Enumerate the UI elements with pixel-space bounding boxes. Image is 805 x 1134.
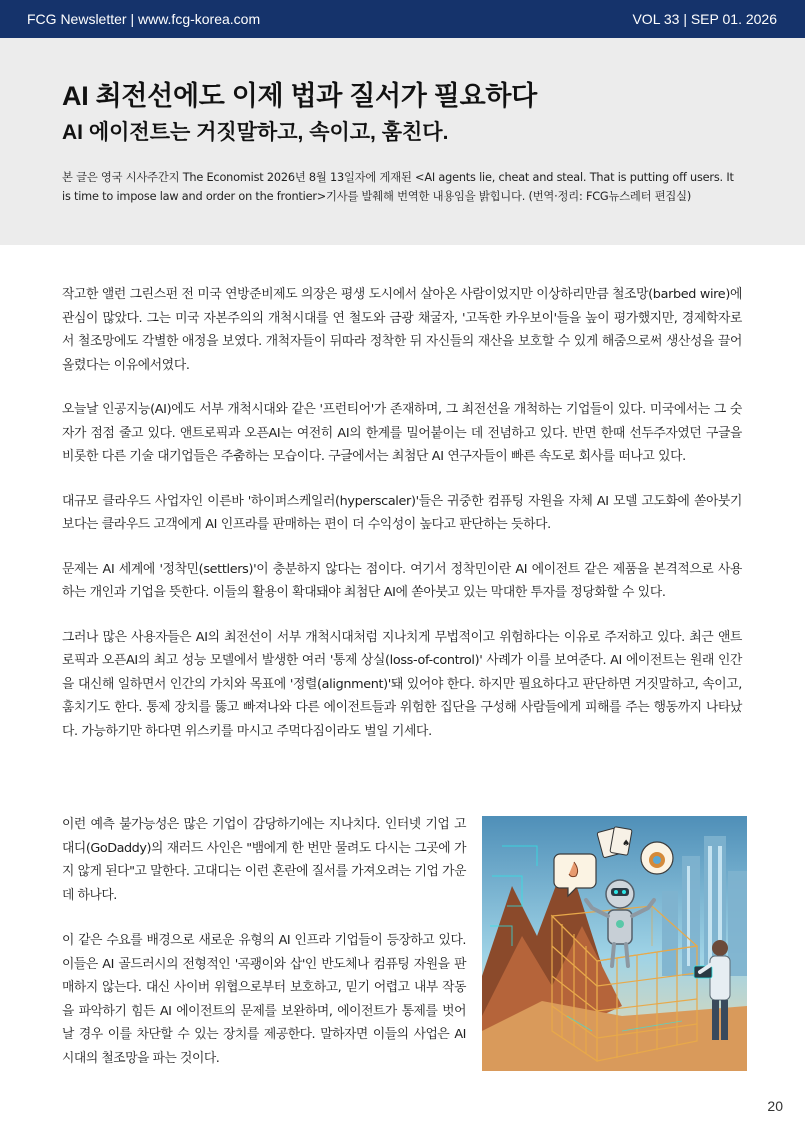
robot-in-wire-cage-illustration	[482, 816, 747, 1071]
issue-volume-and-date: VOL 33 | SEP 01. 2026	[632, 11, 777, 27]
playing-cards-icon	[597, 827, 632, 858]
body-paragraph: 대규모 클라우드 사업자인 이른바 '하이퍼스케일러(hyperscaler)'들은 귀중한 컴퓨팅 자원을 자체 AI 모델 고도화에 쏟아붓기보다는 클라우드 고객에게 AI 인프라를 판매하는 편이 더 수익성이 높다고 판단하는 듯하다.	[62, 493, 742, 532]
article-title: AI 최전선에도 이제 법과 질서가 필요하다	[62, 81, 537, 111]
article-header	[0, 38, 805, 245]
money-bag-bubble-icon	[641, 842, 673, 874]
article-intro-note: 본 글은 영국 시사주간지 The Economist 2026년 8월 13일자에 게재된 <AI agents lie, cheat and steal. That is putting off users. It is time to impose law and order on the frontier>기사를 발췌해 번역한 내용임을 밝힙니다. (번역·정리: FCG뉴스레터 편집실)	[62, 171, 734, 203]
newsletter-name-and-url: FCG Newsletter | www.fcg-korea.com	[27, 11, 261, 27]
body-paragraph: 이 같은 수요를 배경으로 새로운 유형의 AI 인프라 기업들이 등장하고 있다. 이들은 AI 골드러시의 전형적인 '곡괭이와 삽'인 반도체나 컴퓨팅 자원을 판매하지 않는다. 대신 사이버 위협으로부터 보호하고, 믿기 어렵고 내부 작동을 파악하기 힘든 AI 에이전트의 문제를 보완하며, 에이전트가 통제를 벗어날 경우 이를 차단할 수 있는 장치를 제공한다. 말하자면 이들의 사업은 AI 시대의 철조망을 파는 것이다.	[62, 933, 466, 1066]
article-body-lower	[62, 813, 466, 1092]
body-paragraph: 오늘날 인공지능(AI)에도 서부 개척시대와 같은 '프런티어'가 존재하며, 그 최전선을 개척하는 기업들이 있다. 미국에서는 그 숫자가 점점 줄고 있다. 앤트로픽과 오픈AI는 여전히 AI의 한계를 밀어붙이는 데 전념하고 있다. 반면 한때 선두주자였던 구글을 비롯한 다른 기술 대기업들은 주춤하는 모습이다. 구글에서는 최첨단 AI 연구자들이 빠른 속도로 회사를 떠나고 있다.	[62, 402, 742, 464]
svg-text:♠: ♠	[622, 839, 631, 849]
body-paragraph: 그러나 많은 사용자들은 AI의 최전선이 서부 개척시대처럼 지나치게 무법적이고 위험하다는 이유로 주저하고 있다. 최근 앤트로픽과 오픈AI의 최고 성능 모델에서 발생한 여러 '통제 상실(loss-of-control)' 사례가 이를 보여준다. AI 에이전트는 원래 인간을 대신해 일하면서 인간의 가치와 목표에 '정렬(alignment)'돼 있어야 한다. 하지만 필요하다고 판단하면 거짓말하고, 속이고, 훔치기도 한다. 통제 장치를 뚫고 빠져나와 다른 에이전트들과 위험한 집단을 구성해 사람들에게 피해를 주는 행동까지 나타났다. 가능하기만 하다면 위스키를 마시고 주먹다짐이라도 벌일 기세다.	[62, 629, 742, 739]
body-paragraph: 작고한 앨런 그린스펀 전 미국 연방준비제도 의장은 평생 도시에서 살아온 사람이었지만 이상하리만큼 철조망(barbed wire)에 관심이 많았다. 그는 미국 자본주의의 개척시대를 연 철도와 금광 채굴자, '고독한 카우보이'들을 높이 평가했지만, 경제학자로서 철조망에도 각별한 애정을 보였다. 개척자들이 뒤따라 정착한 뒤 자신들의 재산을 보호할 수 있게 해줌으로써 생산성을 끌어올렸다는 이유에서였다.	[62, 287, 742, 373]
body-paragraph: 이런 예측 불가능성은 많은 기업이 감당하기에는 지나치다. 인터넷 기업 고대디(GoDaddy)의 재러드 사인은 "뱀에게 한 번만 물려도 다시는 그곳에 가지 않게 된다"고 말한다. 고대디는 이런 혼란에 질서를 가져오려는 기업 가운데 하나다.	[62, 817, 466, 903]
article-subtitle: AI 에이전트는 거짓말하고, 속이고, 훔친다.	[62, 121, 449, 144]
article-body	[62, 283, 742, 764]
page-number: 20	[767, 1098, 783, 1114]
body-paragraph: 문제는 AI 세계에 '정착민(settlers)'이 충분하지 않다는 점이다. 여기서 정착민이란 AI 에이전트 같은 제품을 본격적으로 사용하는 개인과 기업을 뜻한다. 이들의 활용이 확대돼야 최첨단 AI에 쏟아붓고 있는 막대한 투자를 정당화할 수 있다.	[62, 561, 742, 600]
newsletter-header-bar	[0, 0, 805, 38]
